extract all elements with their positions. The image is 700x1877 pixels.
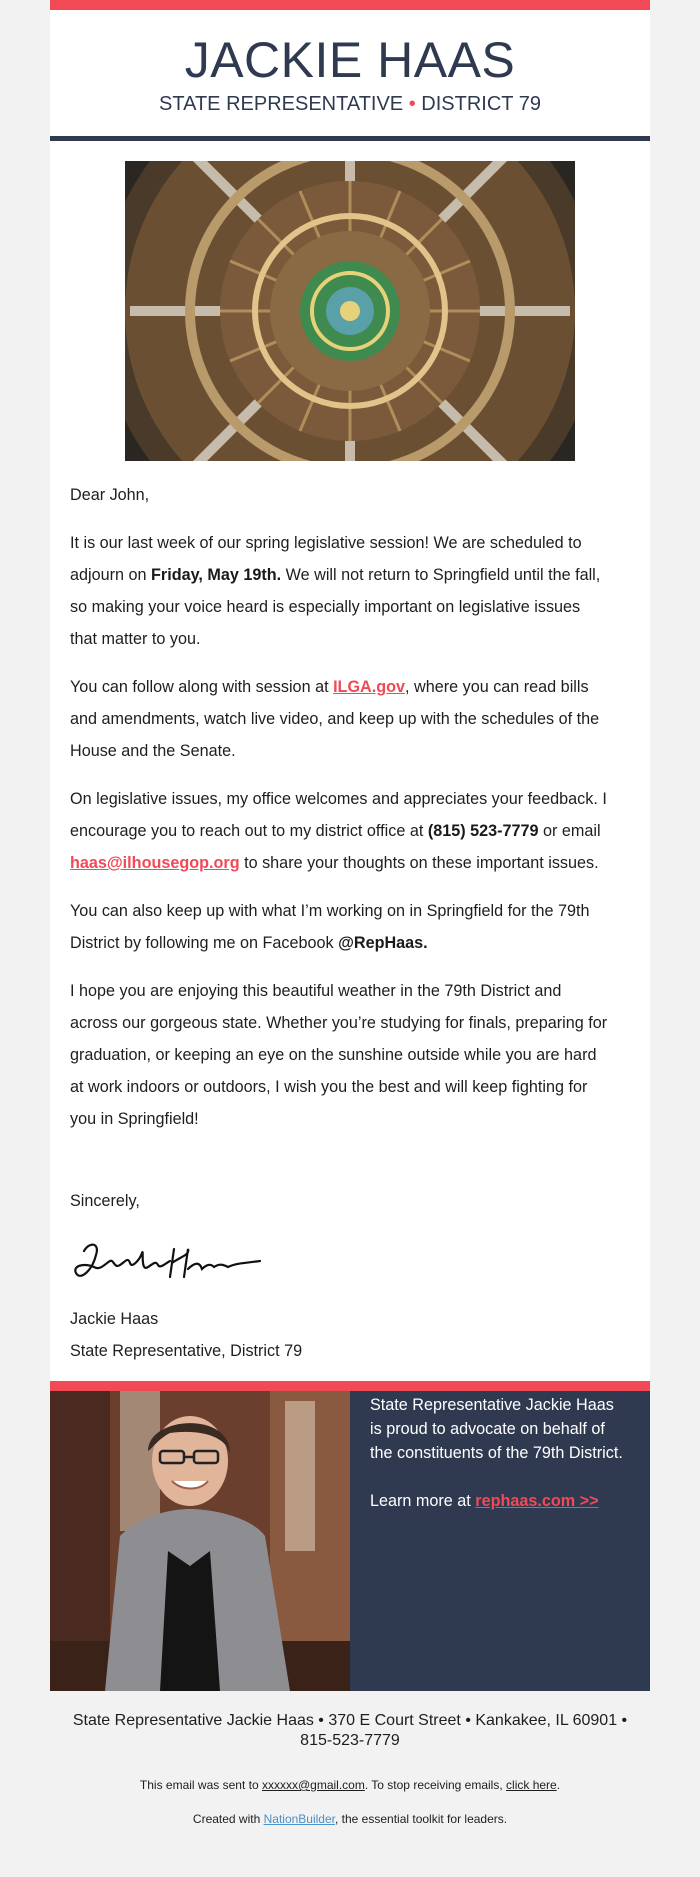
representative-name: JACKIE HAAS xyxy=(184,32,516,88)
closing: Sincerely, xyxy=(70,1192,140,1210)
facebook-handle: @RepHaas. xyxy=(338,934,428,952)
footer-address: State Representative Jackie Haas • 370 E Court Street • Kankakee, IL 60901 • 815-523-7779 xyxy=(72,1712,628,1749)
bio-text: State Representative Jackie Haas is proud to advocate on behalf of the constituents of the 79th District. xyxy=(370,1396,623,1462)
signer-title: State Representative, District 79 xyxy=(70,1342,303,1360)
signature-image xyxy=(70,1233,270,1293)
adjourn-date: Friday, May 19th. xyxy=(151,566,282,584)
capitol-dome-image xyxy=(125,161,575,461)
created-suffix: , the essential toolkit for leaders. xyxy=(335,1812,508,1826)
bio-text-block xyxy=(350,1391,650,1691)
p3-text-b: or email xyxy=(538,822,601,840)
email-container xyxy=(50,0,650,1691)
email-link[interactable]: haas@ilhousegop.org xyxy=(70,854,240,872)
bio-accent-bar xyxy=(50,1381,650,1391)
paragraph-feedback xyxy=(70,783,610,879)
greeting: Dear John, xyxy=(70,486,150,504)
spacer xyxy=(70,1151,610,1185)
signer-name: Jackie Haas xyxy=(70,1310,159,1328)
unsubscribe-link[interactable]: click here xyxy=(506,1778,557,1792)
sent-mid: . To stop receiving emails, xyxy=(364,1778,507,1792)
nationbuilder-link[interactable]: NationBuilder xyxy=(263,1812,335,1826)
office-phone: (815) 523-7779 xyxy=(427,822,539,840)
sent-prefix: This email was sent to xyxy=(139,1778,262,1792)
ilga-link[interactable]: ILGA.gov xyxy=(333,678,406,696)
email-header xyxy=(50,10,650,141)
footer-sent-notice xyxy=(50,1777,650,1793)
p2-text-a: You can follow along with session at xyxy=(70,678,334,696)
paragraph-follow xyxy=(70,671,610,767)
paragraph-weather: I hope you are enjoying this beautiful weather in the 79th District and across our gorgeous state. Whether you’re studying for finals, preparing for graduation, or keeping an eye on the sunshine outside while you are hard at work indoors or outdoors, I wish you the best and will keep fighting for you in Springfield! xyxy=(70,982,608,1128)
learn-more xyxy=(370,1489,630,1513)
paragraph-session xyxy=(70,527,610,655)
top-accent-bar xyxy=(50,0,650,10)
footer-created-with xyxy=(50,1811,650,1827)
representative-title xyxy=(50,92,650,116)
p2-text-b: , where you can read bills and amendments, watch live video, and keep up with the schedules of the House and the Senate. xyxy=(70,678,600,760)
recipient-email-link[interactable]: xxxxxx@gmail.com xyxy=(261,1778,365,1792)
paragraph-facebook xyxy=(70,895,610,959)
title-left: STATE REPRESENTATIVE xyxy=(159,93,404,115)
sent-end: . xyxy=(556,1778,561,1792)
p1-text-a: It is our last week of our spring legislative session! We are scheduled to adjourn on xyxy=(70,534,582,584)
p4-text-a: You can also keep up with what I’m working on in Springfield for the 79th District by following me on Facebook xyxy=(70,902,590,952)
bio-section xyxy=(50,1391,650,1691)
letter-body xyxy=(50,479,650,1367)
p3-text-c: to share your thoughts on these important issues. xyxy=(239,854,599,872)
title-separator: • xyxy=(408,93,416,115)
p1-text-b: We will not return to Springfield until the fall, so making your voice heard is especially important on legislative issues that matter to you. xyxy=(70,566,601,648)
email-footer xyxy=(50,1691,650,1827)
hero-section xyxy=(50,141,650,479)
created-prefix: Created with xyxy=(192,1812,264,1826)
learn-more-prefix: Learn more at xyxy=(370,1492,476,1510)
p3-text-a: On legislative issues, my office welcomes and appreciates your feedback. I encourage you to reach out to my district office at xyxy=(70,790,607,840)
representative-photo xyxy=(50,1391,350,1691)
rephaas-link[interactable]: rephaas.com >> xyxy=(475,1492,599,1510)
title-right: DISTRICT 79 xyxy=(421,93,541,115)
